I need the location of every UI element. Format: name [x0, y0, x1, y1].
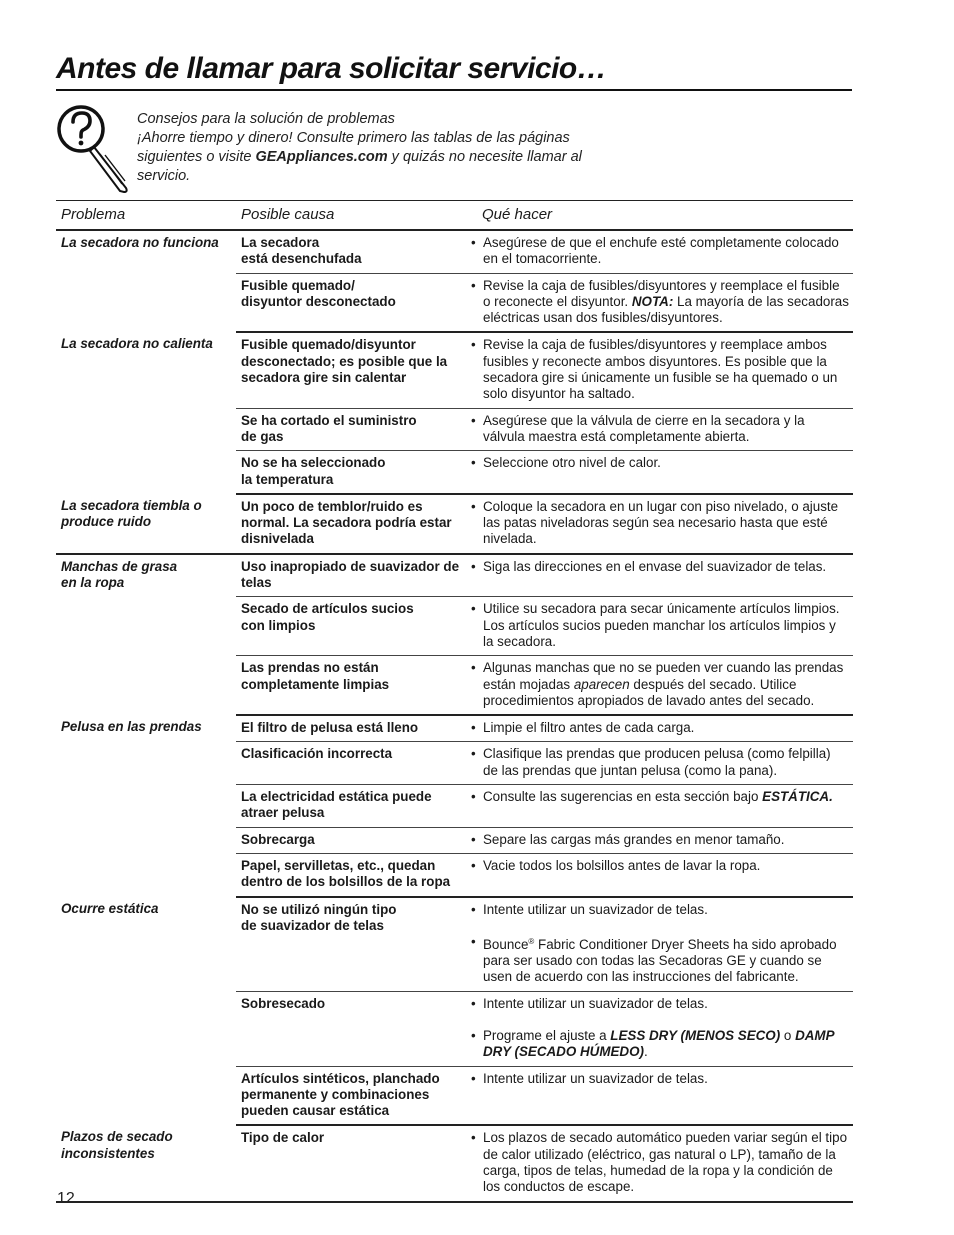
- action-text: Intente utilizar un suavizador de telas.: [483, 995, 708, 1011]
- action-text: Coloque la secadora en un lugar con piso nivelado, o ajuste las patas niveladoras según sea necesario hasta que esté nivelada.: [483, 498, 839, 547]
- action-item: [469, 601, 849, 650]
- action-item: [469, 789, 849, 805]
- action-cell: [464, 785, 853, 828]
- table-row: [56, 715, 853, 742]
- action-item: [469, 996, 849, 1012]
- table-body: [56, 230, 853, 1202]
- magnifier-question-icon: [56, 102, 132, 194]
- action-text: o: [780, 1027, 796, 1043]
- action-item: [469, 1028, 849, 1061]
- cause-cell: La electricidad estática puede atraer pelusa: [236, 785, 464, 828]
- action-item: [469, 1071, 849, 1087]
- action-text: Intente utilizar un suavizador de telas.: [483, 901, 708, 917]
- action-text: LESS DRY (MENOS SECO): [610, 1027, 781, 1043]
- action-item: [469, 858, 849, 874]
- table-row: [56, 332, 853, 408]
- troubleshooting-table: [56, 200, 853, 1203]
- action-text: ESTÁTICA.: [762, 789, 833, 805]
- action-cell: [464, 853, 853, 896]
- action-text: Asegúrese que la válvula de cierre en la secadora y la válvula maestra está completamente abierta.: [483, 412, 805, 444]
- action-item: [469, 746, 849, 779]
- action-text: Siga las direcciones en el envase del suavizador de telas.: [483, 558, 827, 574]
- action-cell: [464, 715, 853, 742]
- table-row: [56, 554, 853, 597]
- cause-cell: No se utilizó ningún tipo de suavizador de telas: [236, 897, 464, 992]
- cause-cell: No se ha seleccionado la temperatura: [236, 451, 464, 494]
- action-item: [469, 278, 849, 327]
- action-text: Algunas manchas que no se pueden ver cuando las prendas están mojadas: [483, 660, 844, 692]
- action-cell: [464, 656, 853, 715]
- action-item: [469, 902, 849, 918]
- cause-cell: Tipo de calor: [236, 1125, 464, 1201]
- action-item: [469, 1130, 849, 1195]
- table-header-row: [56, 201, 853, 231]
- action-text: Limpie el filtro antes de cada carga.: [483, 720, 695, 736]
- action-cell: [464, 273, 853, 332]
- table-row: [56, 494, 853, 554]
- action-text: Clasifique las prendas que producen pelusa (como felpilla) de las prendas que juntan pelusa (como la pana).: [483, 746, 831, 778]
- action-text: aparecen: [573, 676, 630, 692]
- header-action: Qué hacer: [464, 201, 853, 231]
- cause-cell: Fusible quemado/disyuntor desconectado; es posible que la secadora gire sin calentar: [236, 332, 464, 408]
- cause-cell: Sobrecarga: [236, 827, 464, 853]
- action-item: [469, 559, 849, 575]
- problem-cell: La secadora tiembla o produce ruido: [56, 494, 236, 554]
- action-cell: [464, 597, 853, 656]
- action-item: [469, 720, 849, 736]
- action-cell: [464, 332, 853, 408]
- cause-cell: El filtro de pelusa está lleno: [236, 715, 464, 742]
- page-title: Antes de llamar para solicitar servicio…: [56, 52, 607, 85]
- action-item: [469, 499, 849, 548]
- action-text: Fabric Conditioner Dryer Sheets ha sido aprobado para ser usado con todas las Secadoras GE y cuando se usen de acuerdo con las instrucciones del fabricante.: [483, 936, 837, 985]
- action-item: [469, 832, 849, 848]
- intro-text-2: y quizás no necesite llamar al servicio.: [137, 149, 582, 184]
- cause-cell: Clasificación incorrecta: [236, 742, 464, 785]
- action-item: [469, 413, 849, 446]
- problem-cell: Manchas de grasa en la ropa: [61, 558, 178, 591]
- action-text: después del secado. Utilice procedimientos apropiados de lavado antes del secado.: [483, 676, 815, 708]
- action-cell: [464, 408, 853, 451]
- header-cause: Posible causa: [236, 201, 464, 231]
- problem-cell: Ocurre estática: [61, 900, 159, 916]
- action-cell: [464, 897, 853, 992]
- action-cell: [464, 742, 853, 785]
- problem-cell: La secadora no funciona: [61, 235, 219, 250]
- problem-cell: La secadora no calienta: [61, 336, 213, 352]
- ge-appliances-link[interactable]: GEAppliances.com: [255, 149, 388, 165]
- action-item: [469, 934, 849, 986]
- action-text: Vacie todos los bolsillos antes de lavar la ropa.: [483, 857, 761, 873]
- action-cell: [464, 991, 853, 1066]
- action-text: Seleccione otro nivel de calor.: [483, 455, 661, 471]
- cause-cell: Un poco de temblor/ruido es normal. La secadora podría estar disnivelada: [236, 494, 464, 554]
- cause-cell: Fusible quemado/ disyuntor desconectado: [236, 273, 464, 332]
- problem-cell: Plazos de secado inconsistentes: [56, 1125, 236, 1201]
- action-text: ®: [528, 936, 535, 946]
- action-text: La mayoría de las secadoras eléctricas usan dos fusibles/disyuntores.: [483, 293, 849, 326]
- page-number: 12: [57, 1190, 75, 1207]
- action-cell: [464, 230, 853, 273]
- problem-cell: Pelusa en las prendas: [61, 719, 202, 735]
- table-row: [56, 1125, 853, 1201]
- table-row: [56, 897, 853, 992]
- intro-text-1: ¡Ahorre tiempo y dinero! Consulte primero las tablas de las páginas siguientes o visite: [137, 130, 570, 165]
- action-text: Utilice su secadora para secar únicamente artículos limpios. Los artículos sucios pueden manchar los artículos limpios y la secadora.: [483, 601, 840, 649]
- action-cell: [464, 1066, 853, 1125]
- action-cell: [464, 827, 853, 853]
- header-problem: Problema: [56, 201, 236, 231]
- action-text: NOTA:: [631, 293, 674, 309]
- cause-cell: Uso inapropiado de suavizador de telas: [236, 554, 464, 597]
- action-text: Revise la caja de fusibles/disyuntores y reemplace ambos fusibles y reconecte ambos disyuntores. Es posible que la secadora gire si únicamente un fusible se ha quemado o un solo disyuntor ha saltado.: [483, 337, 838, 402]
- action-cell: [464, 1125, 853, 1201]
- action-text: Intente utilizar un suavizador de telas.: [483, 1070, 708, 1086]
- cause-cell: Artículos sintéticos, planchado permanente y combinaciones pueden causar estática: [236, 1066, 464, 1125]
- action-cell: [464, 494, 853, 554]
- cause-cell: Las prendas no están completamente limpias: [236, 656, 464, 715]
- action-text: Asegúrese de que el enchufe esté completamente colocado en el tomacorriente.: [483, 235, 839, 267]
- action-item: [469, 660, 849, 709]
- action-cell: [464, 554, 853, 597]
- action-text: Los plazos de secado automático pueden variar según el tipo de calor utilizado (eléctrico, gas natural o LP), tamaño de la carga, tipos de telas, humedad de la ropa y la condición de los conductos de escape.: [483, 1130, 848, 1195]
- action-text: Revise la caja de fusibles/disyuntores y reemplace el fusible o reconecte el disyuntor.: [483, 277, 840, 309]
- cause-cell: La secadora está desenchufada: [236, 230, 464, 273]
- action-item: [469, 235, 849, 268]
- action-text: Separe las cargas más grandes en menor tamaño.: [483, 831, 785, 847]
- action-item: [469, 337, 849, 402]
- action-cell: [464, 451, 853, 494]
- cause-cell: Papel, servilletas, etc., quedan dentro de los bolsillos de la ropa: [236, 853, 464, 896]
- intro-heading: Consejos para la solución de problemas: [137, 111, 395, 127]
- action-item: [469, 455, 849, 471]
- action-text: DAMP DRY (SECADO HÚMEDO): [483, 1027, 835, 1060]
- cause-cell: Secado de artículos sucios con limpios: [236, 597, 464, 656]
- title-divider: [56, 89, 852, 91]
- intro-text: [137, 110, 617, 186]
- action-text: Bounce: [483, 936, 529, 952]
- action-text: Consulte las sugerencias en esta sección bajo: [483, 789, 763, 805]
- action-text: Programe el ajuste a: [483, 1027, 611, 1043]
- cause-cell: Sobresecado: [236, 991, 464, 1066]
- cause-cell: Se ha cortado el suministro de gas: [236, 408, 464, 451]
- action-text: .: [643, 1044, 648, 1060]
- table-row: [56, 230, 853, 273]
